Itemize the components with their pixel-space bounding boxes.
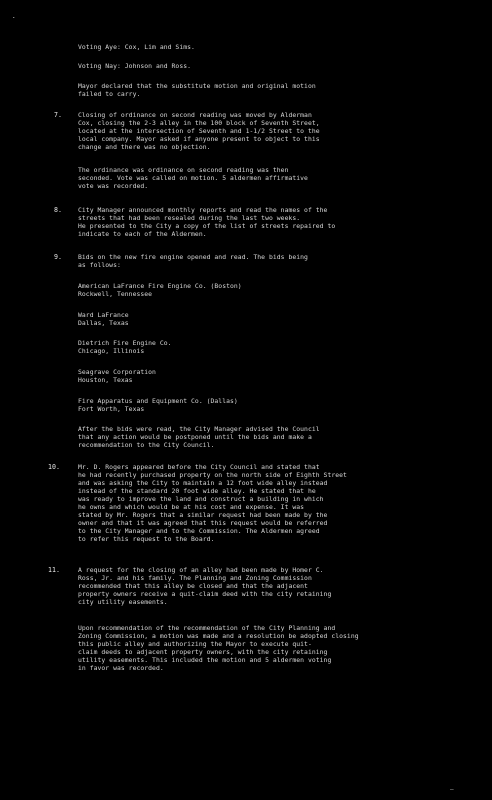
text-line: he owns and which would be at his cost and expense. It was bbox=[78, 503, 305, 511]
text-line: instead of the standard 20 foot wide alley. He stated that he bbox=[78, 487, 316, 495]
text-line: change and there was no objection. bbox=[78, 143, 211, 151]
text-line: was ready to improve the land and construct a building in which bbox=[78, 495, 324, 503]
text-line: in favor was recorded. bbox=[78, 664, 164, 672]
text-line: Voting Aye: Cox, Lim and Sims. bbox=[78, 43, 195, 51]
text-line: utility easements. This included the motion and 5 aldermen voting bbox=[78, 656, 332, 664]
text-line: local company. Mayor asked if anyone present to object to this bbox=[78, 135, 320, 143]
text-line: seconded. Vote was called on motion. 5 aldermen affirmative bbox=[78, 174, 308, 182]
page-mark: . bbox=[12, 13, 16, 20]
text-line: and was asking the City to maintain a 12 foot wide alley instead bbox=[78, 479, 328, 487]
item-number: 9. bbox=[54, 253, 62, 261]
text-line: A request for the closing of an alley had been made by Homer C. bbox=[78, 566, 324, 574]
text-line: Houston, Texas bbox=[78, 376, 133, 384]
item-number: 8. bbox=[54, 206, 62, 214]
text-line: he had recently purchased property on the north side of Eighth Street bbox=[78, 471, 347, 479]
text-line: claim deeds to adjacent property owners, with the city retaining bbox=[78, 648, 328, 656]
text-line: stated by Mr. Rogers that a similar request had been made by the bbox=[78, 511, 328, 519]
item-number: 7. bbox=[54, 111, 62, 119]
text-line: Zoning Commission, a motion was made and a resolution be adopted closing bbox=[78, 632, 359, 640]
item-number: 11. bbox=[48, 566, 60, 574]
text-line: Ward LaFrance bbox=[78, 311, 129, 319]
item-number: 10. bbox=[48, 463, 60, 471]
text-line: streets that had been resealed during the last two weeks. bbox=[78, 214, 301, 222]
text-line: owner and that it was agreed that this request would be referred bbox=[78, 519, 328, 527]
text-line: Dietrich Fire Engine Co. bbox=[78, 339, 172, 347]
text-line: as follows: bbox=[78, 261, 121, 269]
text-line: Rockwell, Tennessee bbox=[78, 290, 153, 298]
text-line: Chicago, Illinois bbox=[78, 347, 145, 355]
text-line: After the bids were read, the City Manager advised the Council bbox=[78, 425, 320, 433]
text-line: city utility easements. bbox=[78, 598, 168, 606]
text-line: He presented to the City a copy of the list of streets repaired to bbox=[78, 222, 336, 230]
text-line: recommendation to the City Council. bbox=[78, 441, 215, 449]
text-line: Mr. D. Rogers appeared before the City Council and stated that bbox=[78, 463, 320, 471]
text-line: vote was recorded. bbox=[78, 182, 149, 190]
text-line: recommended that this alley be closed and that the adjacent bbox=[78, 582, 308, 590]
text-line: that any action would be postponed until the bids and make a bbox=[78, 433, 312, 441]
text-line: Voting Nay: Johnson and Ross. bbox=[78, 62, 192, 70]
text-line: Fort Worth, Texas bbox=[78, 405, 145, 413]
text-line: Dallas, Texas bbox=[78, 319, 129, 327]
text-line: Closing of ordinance on second reading was moved by Alderman bbox=[78, 111, 312, 119]
text-line: to refer this request to the Board. bbox=[78, 535, 215, 543]
text-line: failed to carry. bbox=[78, 90, 141, 98]
text-line: this public alley and authorizing the Mayor to execute quit- bbox=[78, 640, 312, 648]
text-line: Upon recommendation of the recommendation of the City Planning and bbox=[78, 624, 336, 632]
text-line: Fire Apparatus and Equipment Co. (Dallas) bbox=[78, 397, 238, 405]
text-line: City Manager announced monthly reports and read the names of the bbox=[78, 206, 328, 214]
text-line: indicate to each of the Aldermen. bbox=[78, 230, 207, 238]
text-line: located at the intersection of Seventh and 1-1/2 Street to the bbox=[78, 127, 320, 135]
text-line: The ordinance was ordinance on second reading was then bbox=[78, 166, 289, 174]
page-footer-right: — bbox=[450, 786, 454, 793]
text-line: Ross, Jr. and his family. The Planning and Zoning Commission bbox=[78, 574, 312, 582]
text-line: Mayor declared that the substitute motion and original motion bbox=[78, 82, 316, 90]
text-line: Cox, closing the 2-3 alley in the 100 block of Seventh Street, bbox=[78, 119, 320, 127]
text-line: to the City Manager and to the Commission. The Aldermen agreed bbox=[78, 527, 320, 535]
text-line: American LaFrance Fire Engine Co. (Boston) bbox=[78, 282, 242, 290]
text-line: Seagrave Corporation bbox=[78, 368, 156, 376]
text-line: Bids on the new fire engine opened and read. The bids being bbox=[78, 253, 308, 261]
text-line: property owners receive a quit-claim deed with the city retaining bbox=[78, 590, 332, 598]
